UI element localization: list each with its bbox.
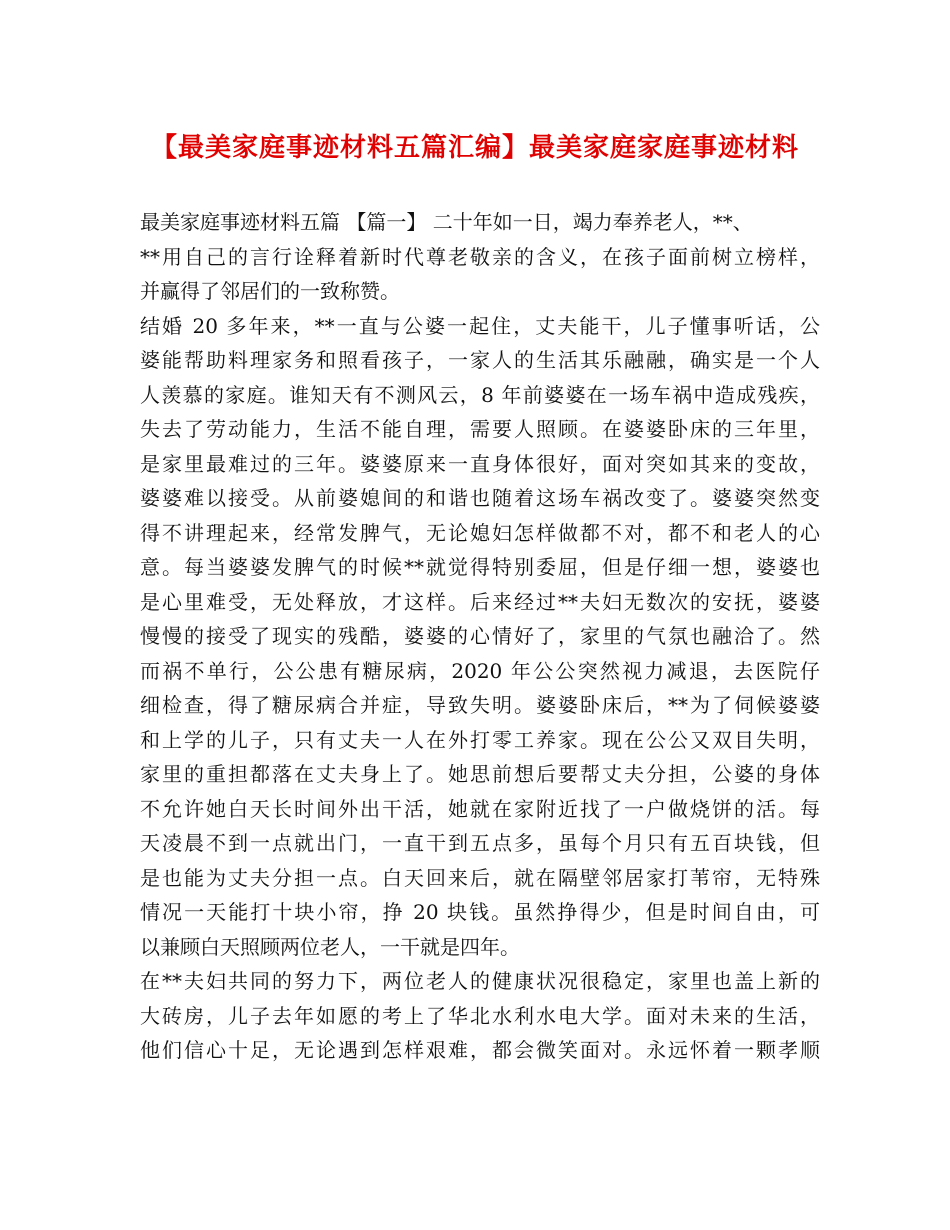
text-line: 在**夫妇共同的努力下，两位老人的健康状况很稳定，家里也盖上新的	[140, 969, 820, 993]
text-line: 最美家庭事迹材料五篇 【篇一】 二十年如一日，竭力奉养老人，**、	[140, 210, 753, 234]
document-body	[140, 205, 820, 1068]
text-line: 并赢得了邻居们的一致称赞。	[140, 279, 400, 303]
text-line: 意。每当婆婆发脾气的时候**就觉得特别委屈，但是仔细一想，婆婆也	[140, 555, 820, 579]
text-line: 是心里难受，无处释放，才这样。后来经过**夫妇无数次的安抚，婆婆	[140, 589, 820, 614]
text-line: 得不讲理起来，经常发脾气，无论媳妇怎样做都不对，都不和老人的心	[140, 520, 820, 545]
text-line: 和上学的儿子，只有丈夫一人在外打零工养家。现在公公又双目失明，	[140, 727, 820, 752]
text-line: 人羡慕的家庭。谁知天有不测风云，8 年前婆婆在一场车祸中造成残疾，	[140, 382, 820, 407]
text-line: 失去了劳动能力，生活不能自理，需要人照顾。在婆婆卧床的三年里，	[140, 417, 820, 441]
text-line: **用自己的言行诠释着新时代尊老敬亲的含义，在孩子面前树立榜样，	[140, 244, 820, 269]
text-line: 结婚 20 多年来，**一直与公婆一起住，丈夫能干，儿子懂事听话，公	[140, 313, 820, 338]
text-line: 慢慢的接受了现实的残酷，婆婆的心情好了，家里的气氛也融洽了。然	[140, 624, 820, 648]
text-line: 天凌晨不到一点就出门，一直干到五点多，虽每个月只有五百块钱，但	[140, 831, 820, 855]
text-line: 婆婆难以接受。从前婆媳间的和谐也随着这场车祸改变了。婆婆突然变	[140, 486, 820, 510]
text-line: 他们信心十足，无论遇到怎样艰难，都会微笑面对。永远怀着一颗孝顺	[140, 1038, 820, 1062]
text-line: 婆能帮助料理家务和照看孩子，一家人的生活其乐融融，确实是一个人	[140, 348, 820, 372]
text-line: 而祸不单行，公公患有糖尿病，2020 年公公突然视力减退，去医院仔	[140, 658, 820, 683]
text-line: 大砖房，儿子去年如愿的考上了华北水利水电大学。面对未来的生活，	[140, 1003, 820, 1028]
text-line: 家里的重担都落在丈夫身上了。她思前想后要帮丈夫分担，公婆的身体	[140, 762, 820, 786]
document-title: 【最美家庭事迹材料五篇汇编】最美家庭家庭事迹材料	[150, 133, 799, 163]
text-line: 情况一天能打十块小帘，挣 20 块钱。虽然挣得少，但是时间自由，可	[140, 900, 820, 924]
text-line: 是家里最难过的三年。婆婆原来一直身体很好，面对突如其来的变故，	[140, 451, 820, 476]
text-line: 细检查，得了糖尿病合并症，导致失明。婆婆卧床后，**为了伺候婆婆	[140, 693, 820, 717]
text-line: 以兼顾白天照顾两位老人，一干就是四年。	[140, 934, 520, 959]
text-line: 是也能为丈夫分担一点。白天回来后，就在隔壁邻居家打苇帘，无特殊	[140, 865, 820, 890]
text-line: 不允许她白天长时间外出干活，她就在家附近找了一户做烧饼的活。每	[140, 796, 820, 821]
